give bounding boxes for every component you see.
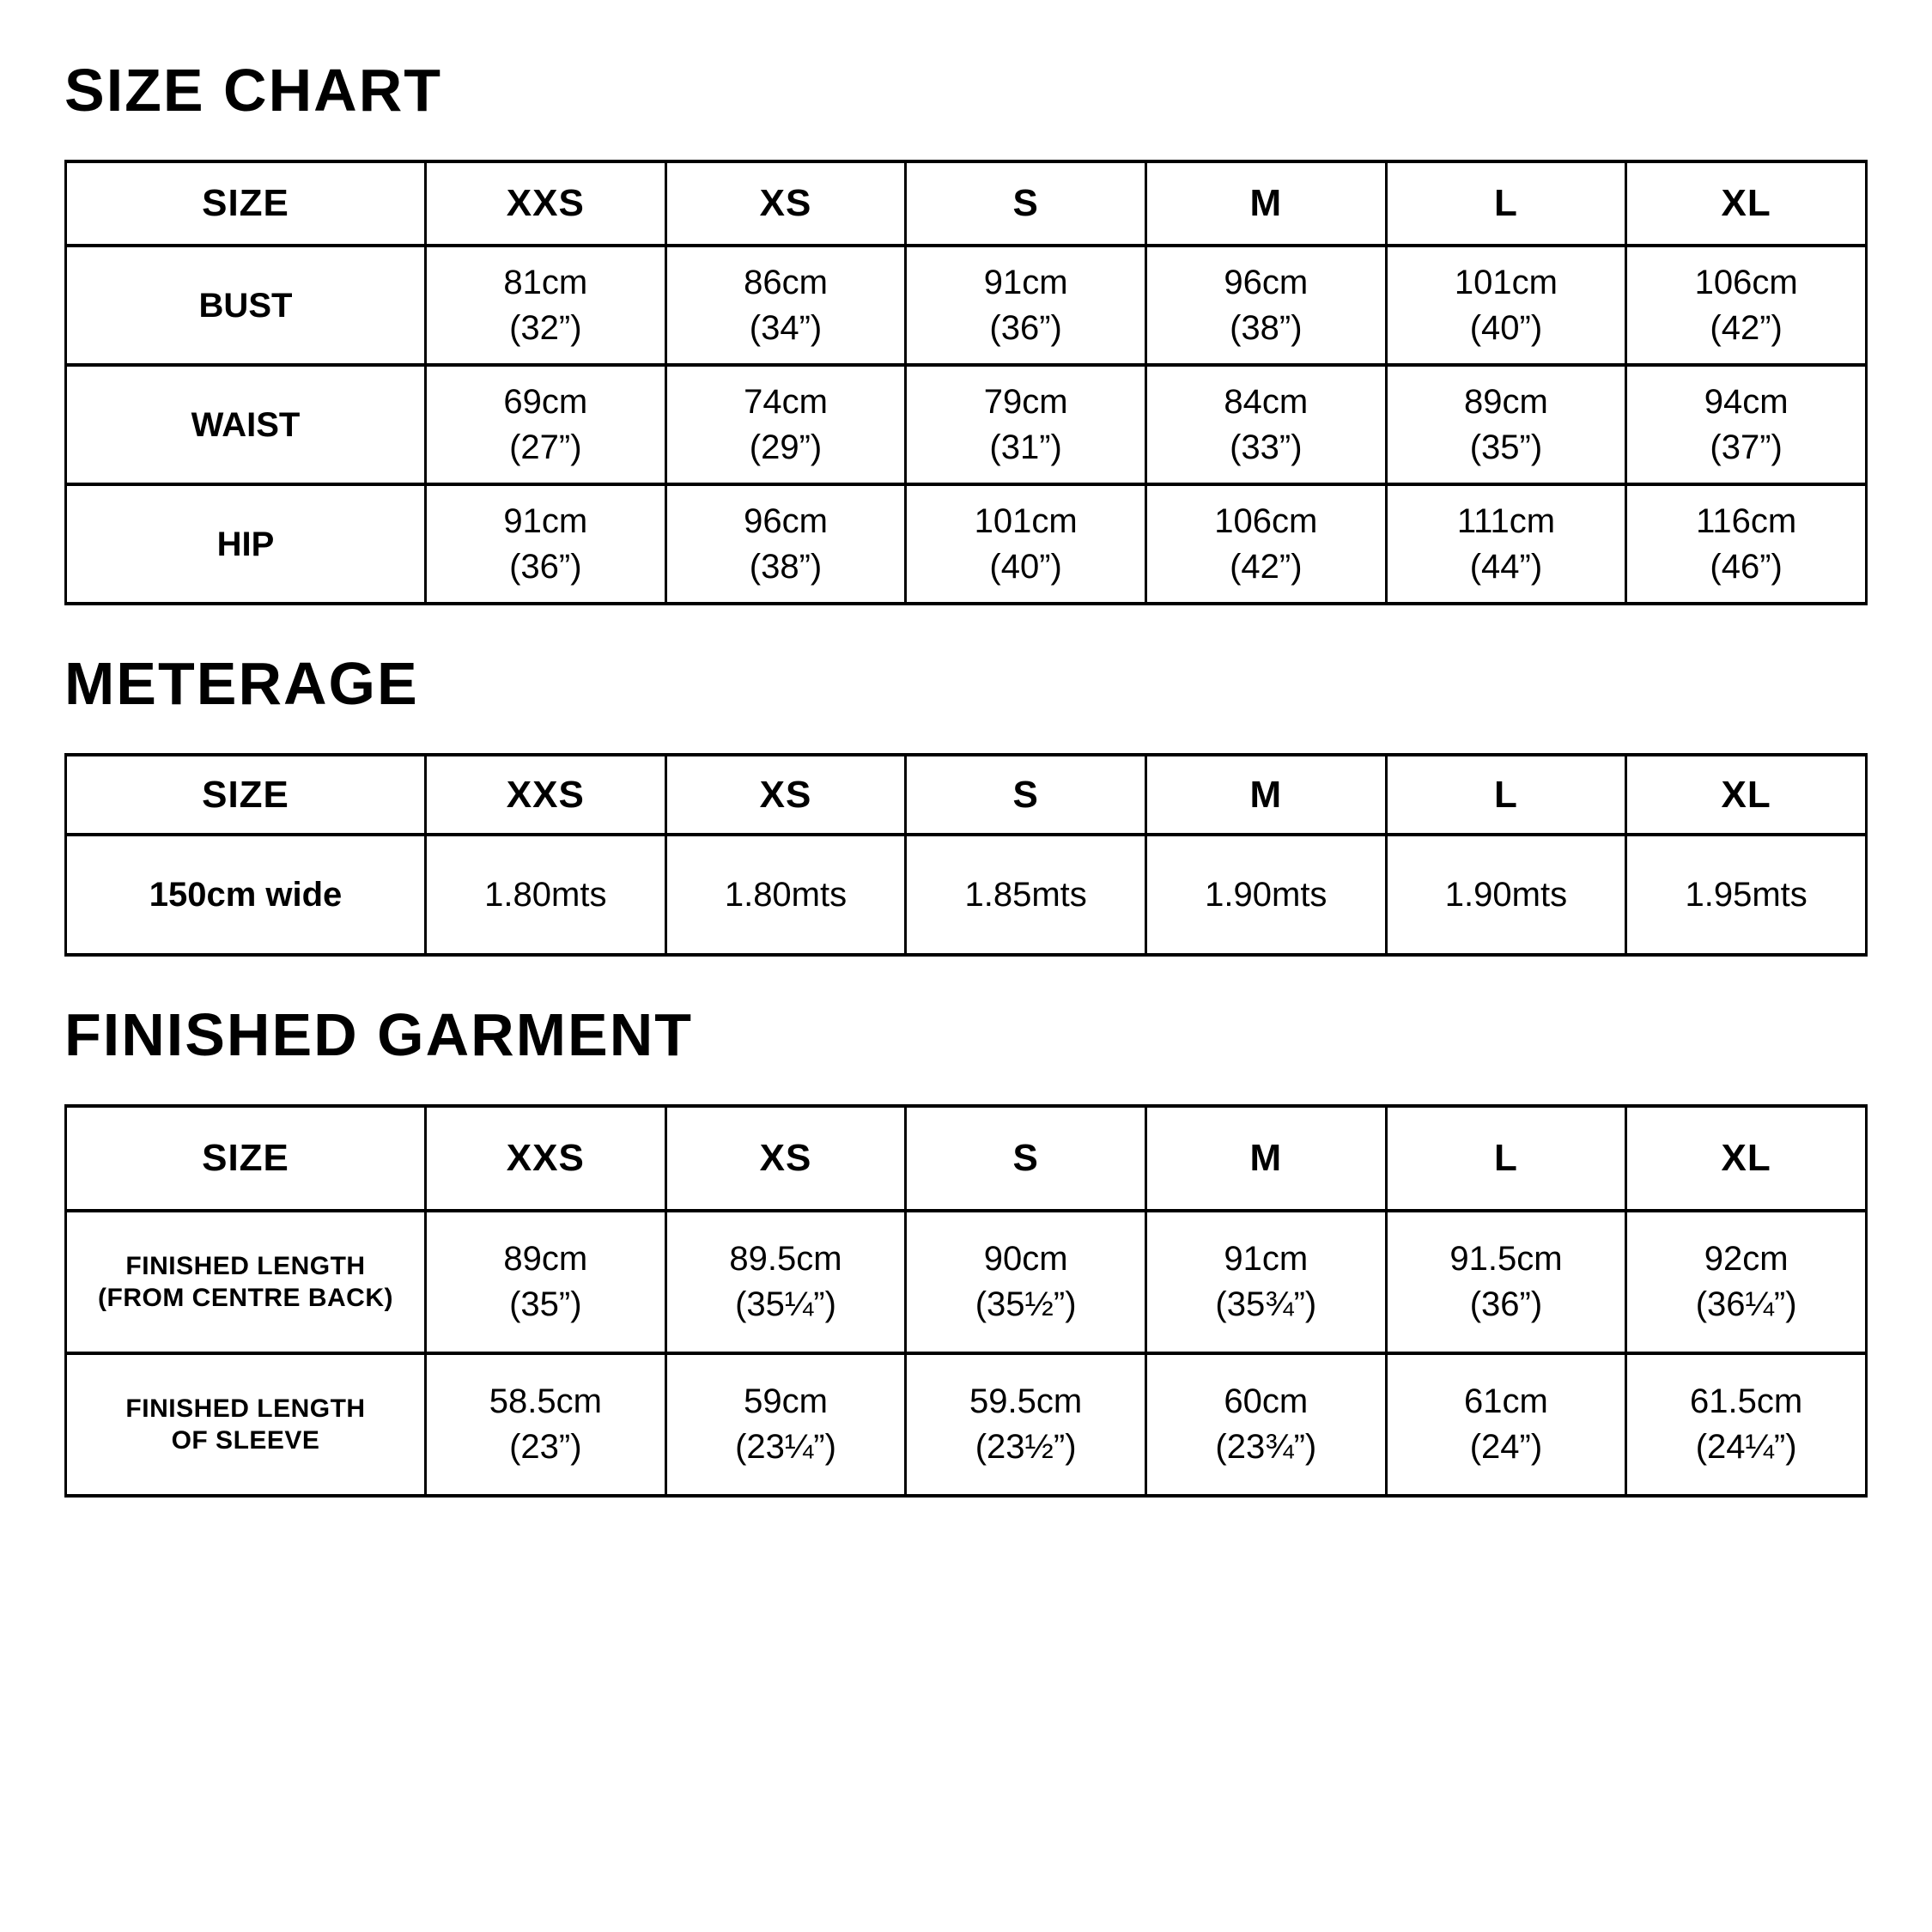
measurement-cell: [1626, 835, 1867, 955]
row-label: [66, 246, 426, 365]
measurement-cell: [1145, 835, 1386, 955]
value-imperial: (36¼”): [1695, 1285, 1797, 1323]
value-metric: 58.5cm: [489, 1382, 602, 1421]
measurement-row: [66, 1211, 1867, 1353]
size-column-header: XXS: [426, 161, 666, 246]
table-header: [66, 755, 1867, 835]
measurement-cell: [1386, 484, 1626, 604]
measurement-cell: [1386, 1211, 1626, 1353]
measurement-cell: [906, 1211, 1146, 1353]
size-column-header: S: [906, 161, 1146, 246]
meterage-table: [64, 753, 1868, 957]
size-column-header: M: [1145, 161, 1386, 246]
row-label-line: BUST: [198, 286, 293, 325]
value-imperial: (31”): [989, 428, 1062, 466]
measurement-cell: [1145, 365, 1386, 484]
value-metric: 116cm: [1696, 501, 1797, 540]
value-metric: 89.5cm: [729, 1240, 842, 1279]
value-metric: 1.90mts: [1205, 875, 1327, 914]
measurement-cell: [665, 484, 906, 604]
size-column-header: M: [1145, 1106, 1386, 1211]
value-metric: 92cm: [1704, 1240, 1789, 1279]
measurement-cell: [665, 246, 906, 365]
header-row: [66, 755, 1867, 835]
value-imperial: (23”): [509, 1428, 582, 1466]
value-metric: 84cm: [1224, 382, 1309, 421]
value-imperial: (35¾”): [1215, 1285, 1317, 1323]
measurement-cell: [426, 1353, 666, 1496]
finished-garment-table: [64, 1104, 1868, 1498]
value-metric: 1.90mts: [1444, 875, 1568, 914]
measurement-row: [66, 246, 1867, 365]
measurement-cell: [1145, 246, 1386, 365]
value-imperial: (29”): [749, 428, 823, 466]
size-column-header: S: [906, 755, 1146, 835]
value-metric: 81cm: [503, 263, 588, 301]
row-label-line: 150cm wide: [149, 876, 343, 914]
value-imperial: (38”): [1230, 308, 1303, 347]
measurement-cell: [1386, 835, 1626, 955]
value-metric: 96cm: [744, 501, 828, 540]
value-imperial: (27”): [509, 428, 582, 466]
value-metric: 86cm: [744, 263, 828, 301]
measurement-cell: [1626, 1353, 1867, 1496]
measurement-cell: [906, 246, 1146, 365]
row-label-line: HIP: [216, 525, 275, 563]
measurement-cell: [1145, 484, 1386, 604]
measurement-cell: [426, 484, 666, 604]
size-label-header: SIZE: [66, 1106, 426, 1211]
measurement-cell: [906, 835, 1146, 955]
header-row: [66, 161, 1867, 246]
value-metric: 91.5cm: [1449, 1240, 1563, 1279]
value-metric: 90cm: [983, 1240, 1068, 1279]
size-label-header: SIZE: [66, 755, 426, 835]
measurement-cell: [426, 365, 666, 484]
value-imperial: (35½”): [975, 1285, 1077, 1323]
measurement-cell: [1386, 365, 1626, 484]
measurement-cell: [1626, 365, 1867, 484]
value-metric: 60cm: [1224, 1382, 1309, 1421]
value-metric: 59.5cm: [969, 1382, 1083, 1421]
value-metric: 89cm: [1464, 382, 1548, 421]
value-imperial: (36”): [1469, 1285, 1543, 1323]
value-imperial: (34”): [749, 308, 823, 347]
measurement-cell: [665, 1353, 906, 1496]
value-metric: 106cm: [1214, 501, 1318, 540]
value-imperial: (37”): [1710, 428, 1783, 466]
value-metric: 1.80mts: [724, 875, 848, 914]
section-finished-garment: [64, 1001, 1868, 1498]
value-metric: 111cm: [1456, 501, 1556, 540]
table-body: [66, 246, 1867, 604]
size-column-header: XL: [1626, 1106, 1867, 1211]
size-column-header: S: [906, 1106, 1146, 1211]
finished-garment-title: FINISHED GARMENT: [64, 1001, 693, 1068]
size-column-header: L: [1386, 161, 1626, 246]
value-imperial: (24¼”): [1695, 1428, 1797, 1466]
row-label-line: (FROM CENTRE BACK): [98, 1284, 393, 1312]
measurement-cell: [1626, 246, 1867, 365]
value-imperial: (40”): [989, 547, 1062, 586]
value-metric: 91cm: [1224, 1240, 1309, 1279]
size-column-header: L: [1386, 1106, 1626, 1211]
row-label: [66, 1353, 426, 1496]
value-imperial: (36”): [989, 308, 1062, 347]
row-label-line: FINISHED LENGTH: [125, 1394, 366, 1423]
section-size-chart: [64, 57, 1868, 605]
measurement-cell: [665, 835, 906, 955]
size-chart-table: [64, 160, 1868, 605]
measurement-cell: [1626, 484, 1867, 604]
value-imperial: (42”): [1710, 308, 1783, 347]
value-metric: 61.5cm: [1690, 1382, 1803, 1421]
value-metric: 1.85mts: [964, 875, 1087, 914]
value-imperial: (32”): [509, 308, 582, 347]
value-metric: 96cm: [1224, 263, 1309, 301]
value-imperial: (46”): [1710, 547, 1783, 586]
measurement-cell: [1386, 246, 1626, 365]
value-imperial: (23¾”): [1215, 1428, 1317, 1466]
value-imperial: (33”): [1230, 428, 1303, 466]
measurement-cell: [1386, 1353, 1626, 1496]
row-label-line: FINISHED LENGTH: [125, 1251, 366, 1280]
measurement-cell: [1145, 1211, 1386, 1353]
measurement-row: [66, 365, 1867, 484]
measurement-cell: [906, 1353, 1146, 1496]
value-imperial: (44”): [1469, 547, 1543, 586]
row-label: [66, 835, 426, 955]
value-imperial: (35”): [1469, 428, 1543, 466]
section-meterage: [64, 650, 1868, 957]
size-column-header: M: [1145, 755, 1386, 835]
value-metric: 69cm: [503, 382, 588, 421]
measurement-cell: [1145, 1353, 1386, 1496]
row-label: [66, 484, 426, 604]
size-column-header: XS: [665, 755, 906, 835]
measurement-cell: [906, 365, 1146, 484]
size-column-header: XXS: [426, 755, 666, 835]
measurement-cell: [906, 484, 1146, 604]
value-imperial: (35¼”): [735, 1285, 836, 1323]
value-imperial: (24”): [1469, 1428, 1543, 1466]
header-row: [66, 1106, 1867, 1211]
measurement-row: [66, 835, 1867, 955]
size-label-header: SIZE: [66, 161, 426, 246]
measurement-cell: [665, 1211, 906, 1353]
value-metric: 74cm: [744, 382, 828, 421]
measurement-cell: [426, 246, 666, 365]
value-imperial: (42”): [1230, 547, 1303, 586]
table-body: [66, 835, 1867, 955]
value-metric: 1.95mts: [1685, 875, 1807, 914]
value-metric: 101cm: [1454, 263, 1558, 301]
value-imperial: (23½”): [975, 1428, 1077, 1466]
table-header: [66, 1106, 1867, 1211]
measurement-cell: [665, 365, 906, 484]
row-label-line: WAIST: [191, 405, 301, 444]
measurement-cell: [426, 1211, 666, 1353]
value-imperial: (38”): [749, 547, 823, 586]
value-metric: 89cm: [503, 1240, 588, 1279]
value-metric: 61cm: [1464, 1382, 1548, 1421]
measurement-row: [66, 1353, 1867, 1496]
value-metric: 106cm: [1694, 263, 1798, 301]
value-imperial: (35”): [509, 1285, 582, 1323]
size-column-header: L: [1386, 755, 1626, 835]
size-column-header: XS: [665, 161, 906, 246]
value-metric: 91cm: [983, 263, 1068, 301]
size-chart-title: SIZE CHART: [64, 57, 442, 124]
value-imperial: (23¼”): [735, 1428, 836, 1466]
value-imperial: (36”): [509, 547, 582, 586]
size-column-header: XS: [665, 1106, 906, 1211]
row-label: [66, 1211, 426, 1353]
table-body: [66, 1211, 1867, 1496]
value-imperial: (40”): [1469, 308, 1543, 347]
value-metric: 1.80mts: [484, 875, 607, 914]
row-label: [66, 365, 426, 484]
measurement-cell: [1626, 1211, 1867, 1353]
row-label-line: OF SLEEVE: [171, 1426, 320, 1455]
measurement-cell: [426, 835, 666, 955]
value-metric: 59cm: [744, 1382, 828, 1421]
measurement-row: [66, 484, 1867, 604]
size-column-header: XL: [1626, 161, 1867, 246]
value-metric: 79cm: [983, 382, 1068, 421]
meterage-title: METERAGE: [64, 650, 419, 717]
value-metric: 101cm: [974, 501, 1078, 540]
value-metric: 91cm: [503, 501, 588, 540]
size-column-header: XXS: [426, 1106, 666, 1211]
value-metric: 94cm: [1704, 382, 1789, 421]
size-column-header: XL: [1626, 755, 1867, 835]
table-header: [66, 161, 1867, 246]
